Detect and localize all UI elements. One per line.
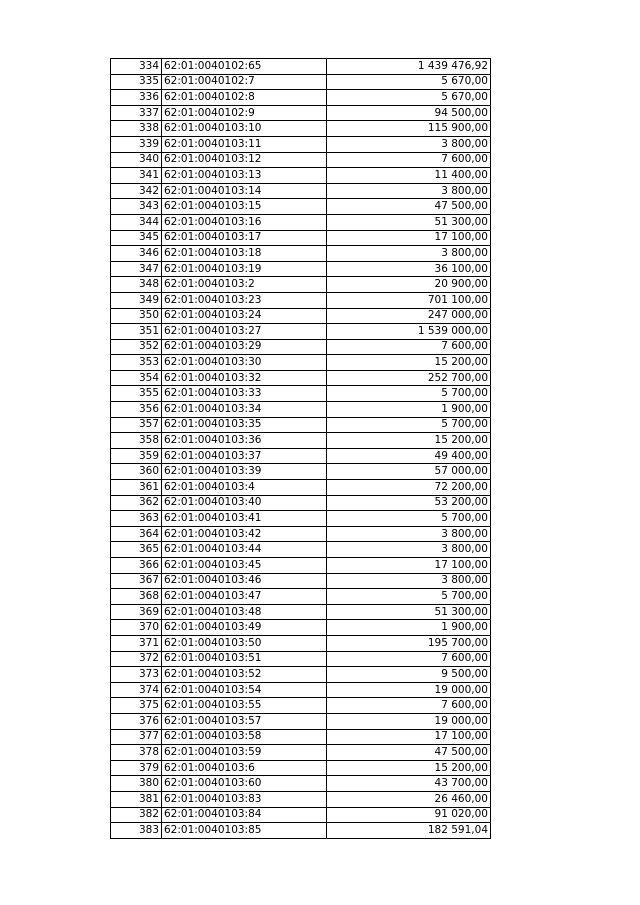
table-row <box>111 698 491 714</box>
cadastral-number-cell: 62:01:0040102:65 <box>162 59 327 75</box>
row-number-cell: 357 <box>111 417 162 433</box>
table-row <box>111 277 491 293</box>
row-number-cell: 368 <box>111 589 162 605</box>
cadastral-value-cell: 17 100,00 <box>327 230 491 246</box>
cadastral-value-cell: 36 100,00 <box>327 261 491 277</box>
cadastral-value-cell: 15 200,00 <box>327 433 491 449</box>
table-row <box>111 760 491 776</box>
row-number-cell: 365 <box>111 542 162 558</box>
row-number-cell: 364 <box>111 526 162 542</box>
cadastral-number-cell: 62:01:0040103:46 <box>162 573 327 589</box>
table-row <box>111 386 491 402</box>
cadastral-number-cell: 62:01:0040102:8 <box>162 90 327 106</box>
row-number-cell: 373 <box>111 667 162 683</box>
cadastral-number-cell: 62:01:0040103:11 <box>162 136 327 152</box>
table-row <box>111 152 491 168</box>
row-number-cell: 350 <box>111 308 162 324</box>
row-number-cell: 358 <box>111 433 162 449</box>
table-row <box>111 464 491 480</box>
row-number-cell: 338 <box>111 121 162 137</box>
table-row <box>111 339 491 355</box>
cadastral-value-cell: 7 600,00 <box>327 339 491 355</box>
table-row <box>111 526 491 542</box>
cadastral-number-cell: 62:01:0040103:50 <box>162 635 327 651</box>
row-number-cell: 351 <box>111 324 162 340</box>
cadastral-number-cell: 62:01:0040103:19 <box>162 261 327 277</box>
table-row <box>111 105 491 121</box>
table-body <box>111 59 491 839</box>
cadastral-value-cell: 91 020,00 <box>327 807 491 823</box>
row-number-cell: 349 <box>111 292 162 308</box>
row-number-cell: 340 <box>111 152 162 168</box>
cadastral-number-cell: 62:01:0040103:37 <box>162 448 327 464</box>
cadastral-value-cell: 7 600,00 <box>327 152 491 168</box>
row-number-cell: 354 <box>111 370 162 386</box>
table-row <box>111 511 491 527</box>
table-row <box>111 261 491 277</box>
cadastral-number-cell: 62:01:0040103:2 <box>162 277 327 293</box>
cadastral-number-cell: 62:01:0040103:6 <box>162 760 327 776</box>
cadastral-value-cell: 252 700,00 <box>327 370 491 386</box>
cadastral-value-cell: 3 800,00 <box>327 183 491 199</box>
cadastral-number-cell: 62:01:0040103:34 <box>162 402 327 418</box>
row-number-cell: 363 <box>111 511 162 527</box>
cadastral-number-cell: 62:01:0040103:54 <box>162 682 327 698</box>
row-number-cell: 339 <box>111 136 162 152</box>
cadastral-value-cell: 1 539 000,00 <box>327 324 491 340</box>
table-row <box>111 370 491 386</box>
row-number-cell: 379 <box>111 760 162 776</box>
table-row <box>111 604 491 620</box>
cadastral-number-cell: 62:01:0040103:24 <box>162 308 327 324</box>
table-row <box>111 589 491 605</box>
cadastral-value-cell: 182 591,04 <box>327 823 491 839</box>
cadastral-number-cell: 62:01:0040103:14 <box>162 183 327 199</box>
row-number-cell: 371 <box>111 635 162 651</box>
cadastral-number-cell: 62:01:0040103:41 <box>162 511 327 527</box>
table-row <box>111 121 491 137</box>
cadastral-number-cell: 62:01:0040102:9 <box>162 105 327 121</box>
cadastral-number-cell: 62:01:0040103:17 <box>162 230 327 246</box>
cadastral-number-cell: 62:01:0040103:48 <box>162 604 327 620</box>
row-number-cell: 336 <box>111 90 162 106</box>
cadastral-value-cell: 5 700,00 <box>327 386 491 402</box>
row-number-cell: 348 <box>111 277 162 293</box>
cadastral-value-cell: 47 500,00 <box>327 745 491 761</box>
cadastral-value-cell: 3 800,00 <box>327 573 491 589</box>
cadastral-number-cell: 62:01:0040103:57 <box>162 713 327 729</box>
cadastral-number-cell: 62:01:0040103:42 <box>162 526 327 542</box>
cadastral-value-cell: 17 100,00 <box>327 729 491 745</box>
row-number-cell: 355 <box>111 386 162 402</box>
cadastral-number-cell: 62:01:0040103:10 <box>162 121 327 137</box>
cadastral-number-cell: 62:01:0040103:33 <box>162 386 327 402</box>
cadastral-value-cell: 15 200,00 <box>327 760 491 776</box>
row-number-cell: 376 <box>111 713 162 729</box>
row-number-cell: 362 <box>111 495 162 511</box>
row-number-cell: 380 <box>111 776 162 792</box>
cadastral-value-cell: 53 200,00 <box>327 495 491 511</box>
cadastral-value-cell: 1 439 476,92 <box>327 59 491 75</box>
cadastral-number-cell: 62:01:0040103:84 <box>162 807 327 823</box>
table-row <box>111 480 491 496</box>
row-number-cell: 335 <box>111 74 162 90</box>
table-row <box>111 402 491 418</box>
row-number-cell: 346 <box>111 246 162 262</box>
row-number-cell: 342 <box>111 183 162 199</box>
cadastral-number-cell: 62:01:0040103:27 <box>162 324 327 340</box>
cadastral-value-cell: 72 200,00 <box>327 480 491 496</box>
row-number-cell: 377 <box>111 729 162 745</box>
cadastral-value-cell: 5 700,00 <box>327 417 491 433</box>
cadastral-value-table <box>110 58 491 839</box>
table-row <box>111 59 491 75</box>
row-number-cell: 378 <box>111 745 162 761</box>
cadastral-number-cell: 62:01:0040103:35 <box>162 417 327 433</box>
cadastral-value-cell: 3 800,00 <box>327 246 491 262</box>
cadastral-value-cell: 195 700,00 <box>327 635 491 651</box>
cadastral-number-cell: 62:01:0040103:85 <box>162 823 327 839</box>
table-row <box>111 667 491 683</box>
cadastral-value-cell: 94 500,00 <box>327 105 491 121</box>
cadastral-number-cell: 62:01:0040103:15 <box>162 199 327 215</box>
cadastral-value-cell: 701 100,00 <box>327 292 491 308</box>
cadastral-value-cell: 5 700,00 <box>327 589 491 605</box>
cadastral-number-cell: 62:01:0040103:52 <box>162 667 327 683</box>
table-row <box>111 168 491 184</box>
row-number-cell: 347 <box>111 261 162 277</box>
table-row <box>111 433 491 449</box>
row-number-cell: 334 <box>111 59 162 75</box>
table-row <box>111 745 491 761</box>
table-row <box>111 651 491 667</box>
cadastral-number-cell: 62:01:0040103:36 <box>162 433 327 449</box>
table-row <box>111 448 491 464</box>
cadastral-number-cell: 62:01:0040103:23 <box>162 292 327 308</box>
row-number-cell: 366 <box>111 558 162 574</box>
cadastral-number-cell: 62:01:0040103:49 <box>162 620 327 636</box>
cadastral-number-cell: 62:01:0040103:32 <box>162 370 327 386</box>
cadastral-value-cell: 26 460,00 <box>327 791 491 807</box>
row-number-cell: 369 <box>111 604 162 620</box>
row-number-cell: 344 <box>111 214 162 230</box>
table-row <box>111 542 491 558</box>
table-row <box>111 729 491 745</box>
cadastral-number-cell: 62:01:0040103:83 <box>162 791 327 807</box>
table-row <box>111 713 491 729</box>
table-row <box>111 791 491 807</box>
cadastral-value-cell: 3 800,00 <box>327 136 491 152</box>
row-number-cell: 382 <box>111 807 162 823</box>
table-row <box>111 417 491 433</box>
cadastral-number-cell: 62:01:0040103:55 <box>162 698 327 714</box>
table-row <box>111 620 491 636</box>
row-number-cell: 375 <box>111 698 162 714</box>
table-row <box>111 807 491 823</box>
cadastral-value-cell: 3 800,00 <box>327 542 491 558</box>
table-row <box>111 635 491 651</box>
cadastral-value-cell: 11 400,00 <box>327 168 491 184</box>
row-number-cell: 360 <box>111 464 162 480</box>
cadastral-number-cell: 62:01:0040103:60 <box>162 776 327 792</box>
cadastral-number-cell: 62:01:0040103:30 <box>162 355 327 371</box>
cadastral-number-cell: 62:01:0040103:29 <box>162 339 327 355</box>
table-row <box>111 495 491 511</box>
row-number-cell: 374 <box>111 682 162 698</box>
row-number-cell: 372 <box>111 651 162 667</box>
cadastral-number-cell: 62:01:0040103:16 <box>162 214 327 230</box>
cadastral-number-cell: 62:01:0040103:45 <box>162 558 327 574</box>
table-row <box>111 292 491 308</box>
table-row <box>111 324 491 340</box>
cadastral-value-cell: 20 900,00 <box>327 277 491 293</box>
cadastral-number-cell: 62:01:0040103:12 <box>162 152 327 168</box>
table-row <box>111 573 491 589</box>
cadastral-number-cell: 62:01:0040103:39 <box>162 464 327 480</box>
cadastral-number-cell: 62:01:0040103:44 <box>162 542 327 558</box>
row-number-cell: 359 <box>111 448 162 464</box>
cadastral-value-cell: 15 200,00 <box>327 355 491 371</box>
cadastral-value-cell: 9 500,00 <box>327 667 491 683</box>
cadastral-value-cell: 57 000,00 <box>327 464 491 480</box>
table-row <box>111 308 491 324</box>
cadastral-value-cell: 5 700,00 <box>327 511 491 527</box>
cadastral-value-cell: 19 000,00 <box>327 682 491 698</box>
cadastral-value-cell: 5 670,00 <box>327 90 491 106</box>
cadastral-value-cell: 247 000,00 <box>327 308 491 324</box>
row-number-cell: 345 <box>111 230 162 246</box>
cadastral-value-cell: 115 900,00 <box>327 121 491 137</box>
row-number-cell: 370 <box>111 620 162 636</box>
cadastral-value-cell: 5 670,00 <box>327 74 491 90</box>
table-row <box>111 90 491 106</box>
table-row <box>111 823 491 839</box>
table-row <box>111 183 491 199</box>
cadastral-number-cell: 62:01:0040103:18 <box>162 246 327 262</box>
cadastral-value-cell: 7 600,00 <box>327 698 491 714</box>
row-number-cell: 343 <box>111 199 162 215</box>
row-number-cell: 337 <box>111 105 162 121</box>
table-row <box>111 199 491 215</box>
table-row <box>111 214 491 230</box>
cadastral-value-cell: 49 400,00 <box>327 448 491 464</box>
row-number-cell: 356 <box>111 402 162 418</box>
row-number-cell: 367 <box>111 573 162 589</box>
row-number-cell: 352 <box>111 339 162 355</box>
cadastral-number-cell: 62:01:0040102:7 <box>162 74 327 90</box>
row-number-cell: 341 <box>111 168 162 184</box>
cadastral-number-cell: 62:01:0040103:47 <box>162 589 327 605</box>
cadastral-number-cell: 62:01:0040103:4 <box>162 480 327 496</box>
cadastral-value-cell: 19 000,00 <box>327 713 491 729</box>
cadastral-value-cell: 17 100,00 <box>327 558 491 574</box>
table-row <box>111 136 491 152</box>
table-row <box>111 682 491 698</box>
cadastral-value-cell: 47 500,00 <box>327 199 491 215</box>
table-row <box>111 74 491 90</box>
table-row <box>111 246 491 262</box>
table-row <box>111 776 491 792</box>
row-number-cell: 361 <box>111 480 162 496</box>
table-row <box>111 355 491 371</box>
cadastral-value-cell: 51 300,00 <box>327 604 491 620</box>
cadastral-value-cell: 3 800,00 <box>327 526 491 542</box>
cadastral-value-cell: 1 900,00 <box>327 402 491 418</box>
row-number-cell: 383 <box>111 823 162 839</box>
cadastral-number-cell: 62:01:0040103:59 <box>162 745 327 761</box>
row-number-cell: 353 <box>111 355 162 371</box>
cadastral-value-cell: 51 300,00 <box>327 214 491 230</box>
cadastral-value-cell: 43 700,00 <box>327 776 491 792</box>
table-row <box>111 558 491 574</box>
row-number-cell: 381 <box>111 791 162 807</box>
cadastral-value-cell: 1 900,00 <box>327 620 491 636</box>
cadastral-value-cell: 7 600,00 <box>327 651 491 667</box>
cadastral-number-cell: 62:01:0040103:51 <box>162 651 327 667</box>
cadastral-number-cell: 62:01:0040103:40 <box>162 495 327 511</box>
table-row <box>111 230 491 246</box>
cadastral-number-cell: 62:01:0040103:13 <box>162 168 327 184</box>
cadastral-number-cell: 62:01:0040103:58 <box>162 729 327 745</box>
